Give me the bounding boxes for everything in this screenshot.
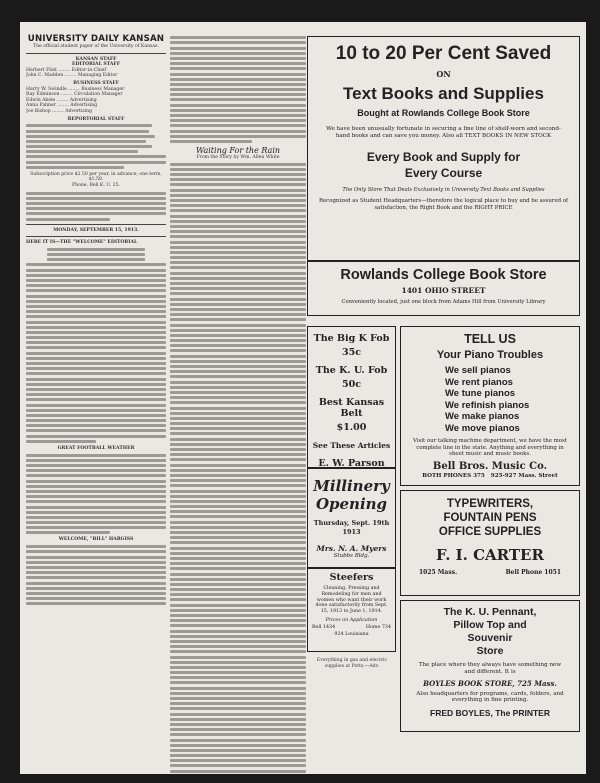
steefers-name: Steefers [329, 572, 374, 583]
fob-price1: 35c [341, 347, 361, 358]
music-service-item: We make pianos [445, 411, 520, 422]
business-list [26, 87, 166, 115]
story-column [170, 34, 306, 774]
steefers-body: Cleaning, Pressing and Remodeling for men and women who want their work done satisfactorily from Sept. 15, 1913 to June 1, 1914. [315, 586, 388, 615]
business-name: Ray Edminson ........ Circulation Manager [26, 92, 123, 98]
editorial-body-football [26, 454, 166, 535]
editorial-body-hargiss [26, 545, 166, 605]
carter-line2: FOUNTAIN PENS [443, 512, 537, 524]
music-headline: TELL US [464, 332, 516, 346]
millinery-line2: Opening [315, 495, 388, 513]
potts-notice: Everything in gas and electric supplies at Potts.—Adv. [316, 658, 388, 669]
date-line: MONDAY, SEPTEMBER 15, 1913. [53, 227, 139, 233]
pennant-footer: FRED BOYLES, The PRINTER [430, 708, 550, 719]
steefers-address: 924 Louisiana [334, 631, 369, 637]
steefers-phone-home: Home 734 [365, 624, 391, 630]
music-service-item: We sell pianos [445, 365, 511, 376]
music-services [445, 365, 579, 434]
reportorial-staff-heading: REPORTORIAL STAFF [67, 116, 125, 122]
textbook-line1: Text Books and Supplies [343, 84, 544, 103]
editorial-heading-hargiss: WELCOME, "BILL" HARGISS [58, 537, 134, 543]
music-service-item: We move pianos [445, 422, 520, 434]
parson-ad [307, 326, 396, 468]
parson-name: E. W. Parson [318, 458, 385, 468]
music-note: Visit our talking machine department, we have the most complete line in the state. Anything and everything in sheet music and music books. [413, 438, 567, 458]
editorial-heading-football: GREAT FOOTBALL WEATHER [57, 445, 135, 451]
textbook-slogan1: Every Book and Supply for [366, 150, 521, 164]
masthead-title: UNIVERSITY DAILY KANSAN [27, 34, 165, 44]
carter-line3: OFFICE SUPPLIES [438, 526, 542, 538]
subscription-line: Subscription price $2.50 per year, in advance; one term, $1.50. [30, 171, 162, 183]
pennant-body: The place where they always have something new and different. It is [418, 662, 562, 675]
story-body [170, 163, 306, 774]
steefers-ad [307, 568, 396, 652]
editorial-body-welcome [26, 248, 166, 443]
millinery-line1: Millinery [313, 477, 390, 495]
music-service-item: We refinish pianos [445, 399, 530, 411]
fob-line2: The K. U. Fob [315, 365, 388, 376]
millinery-date: Thursday, Sept. 19th [313, 519, 390, 527]
carter-ad [400, 490, 580, 596]
fob-line1: The Big K Fob [313, 333, 390, 344]
fob-price2: 50c [341, 379, 361, 390]
editorial-heading-welcome: HERE IT IS—THE "WELCOME" EDITORIAL [26, 240, 138, 246]
carter-line1: TYPEWRITERS, [446, 498, 534, 510]
music-ad [400, 326, 580, 486]
pennant-line4: Store [476, 645, 504, 657]
see-articles: See These Articles [312, 441, 391, 450]
belt-price: $1.00 [336, 422, 367, 433]
pennant-ad [400, 600, 580, 732]
pennant-line2: Pillow Top and [453, 619, 527, 631]
rowlands-address: 1401 OHIO STREET [401, 286, 486, 295]
staff-title: KANSAN STAFF [75, 56, 117, 62]
pennant-store: BOYLES BOOK STORE, 725 Mass. [423, 678, 557, 688]
business-name: Harry W. Swindle ........ Business Manager [26, 86, 125, 92]
textbook-body: We have been unusually fortunate in securing a fine line of shelf-worn and second-hand books and can save you money. Also all TEXT BOOKS IN NEW STOCK [326, 126, 561, 139]
masthead-column [26, 34, 166, 607]
carter-phone: Bell Phone 1051 [505, 569, 561, 576]
business-name: Anna Palmer ........ Advertising [26, 103, 98, 109]
editor-list [26, 68, 166, 79]
editor-name: Herbert Flint ........ Editor-in-Chief [26, 67, 107, 73]
music-name: Bell Bros. Music Co. [432, 460, 548, 472]
rowlands-note: Conveniently located, just one block from Adams Hill from University Library [341, 299, 546, 305]
carter-address: 1025 Mass. [419, 569, 458, 576]
textbook-recognized: Recognized as Student Headquarters—therefore the logical place to buy and be assured of satisfaction, the Right Book and the RIGHT PRICE [318, 198, 569, 211]
rowlands-ad [307, 260, 580, 316]
millinery-place: Stubbs Bldg. [333, 553, 370, 559]
rowlands-name: Rowlands College Book Store [340, 267, 547, 283]
textbook-slogan2: Every Course [404, 166, 483, 180]
music-phones: BOTH PHONES 375 [422, 472, 485, 479]
editorial-intro [26, 192, 166, 221]
steefers-phone-bell: Bell 1434 [312, 624, 336, 630]
entry-notice [26, 155, 166, 168]
millinery-year: 1913 [342, 528, 361, 536]
music-service-item: We tune pianos [445, 388, 516, 399]
pennant-line1: The K. U. Pennant, [443, 606, 537, 618]
business-name: Edwin Abele ........ Advertising [26, 97, 97, 103]
story-title: Waiting For the Rain [195, 145, 281, 155]
business-name: Joe Bishop ........ Advertising [26, 108, 93, 114]
textbook-on: ON [436, 69, 451, 79]
editor-name: John C. Madden ........ Managing Editor [26, 73, 118, 79]
pennant-also: Also headquarters for programs, cards, folders, and everything in fine printing. [416, 690, 564, 704]
newspaper-page [20, 22, 586, 774]
belt-line: Best Kansas Belt [318, 397, 385, 419]
pennant-line3: Souvenir [467, 632, 513, 644]
masthead-subtitle: The official student paper of the University of Kansas. [33, 44, 159, 49]
carter-name: F. I. CARTER [436, 546, 544, 564]
textbook-store-note: The Only Store That Deals Exclusively in University Text Books and Supplies [342, 187, 545, 193]
phone-line: Phone, Bell K. U. 25. [72, 183, 120, 188]
music-address: 925-927 Mass. Street [490, 472, 558, 479]
reporter-list [26, 124, 166, 153]
story-credit: From the Story by Wm. Allen White [196, 154, 280, 160]
business-staff-heading: BUSINESS STAFF [73, 80, 119, 86]
millinery-name: Mrs. N. A. Myers [316, 544, 387, 553]
textbook-line2: Bought at Rowlands College Book Store [357, 108, 530, 118]
millinery-ad [307, 468, 396, 568]
steefers-prices: Prices on Application [325, 617, 378, 623]
textbook-headline: 10 to 20 Per Cent Saved [335, 43, 552, 64]
textbook-ad [307, 36, 580, 262]
music-service-item: We rent pianos [445, 376, 513, 388]
editorial-staff-heading: EDITORIAL STAFF [72, 62, 120, 68]
story-continuation [170, 36, 306, 143]
music-sub: Your Piano Troubles [436, 349, 544, 361]
